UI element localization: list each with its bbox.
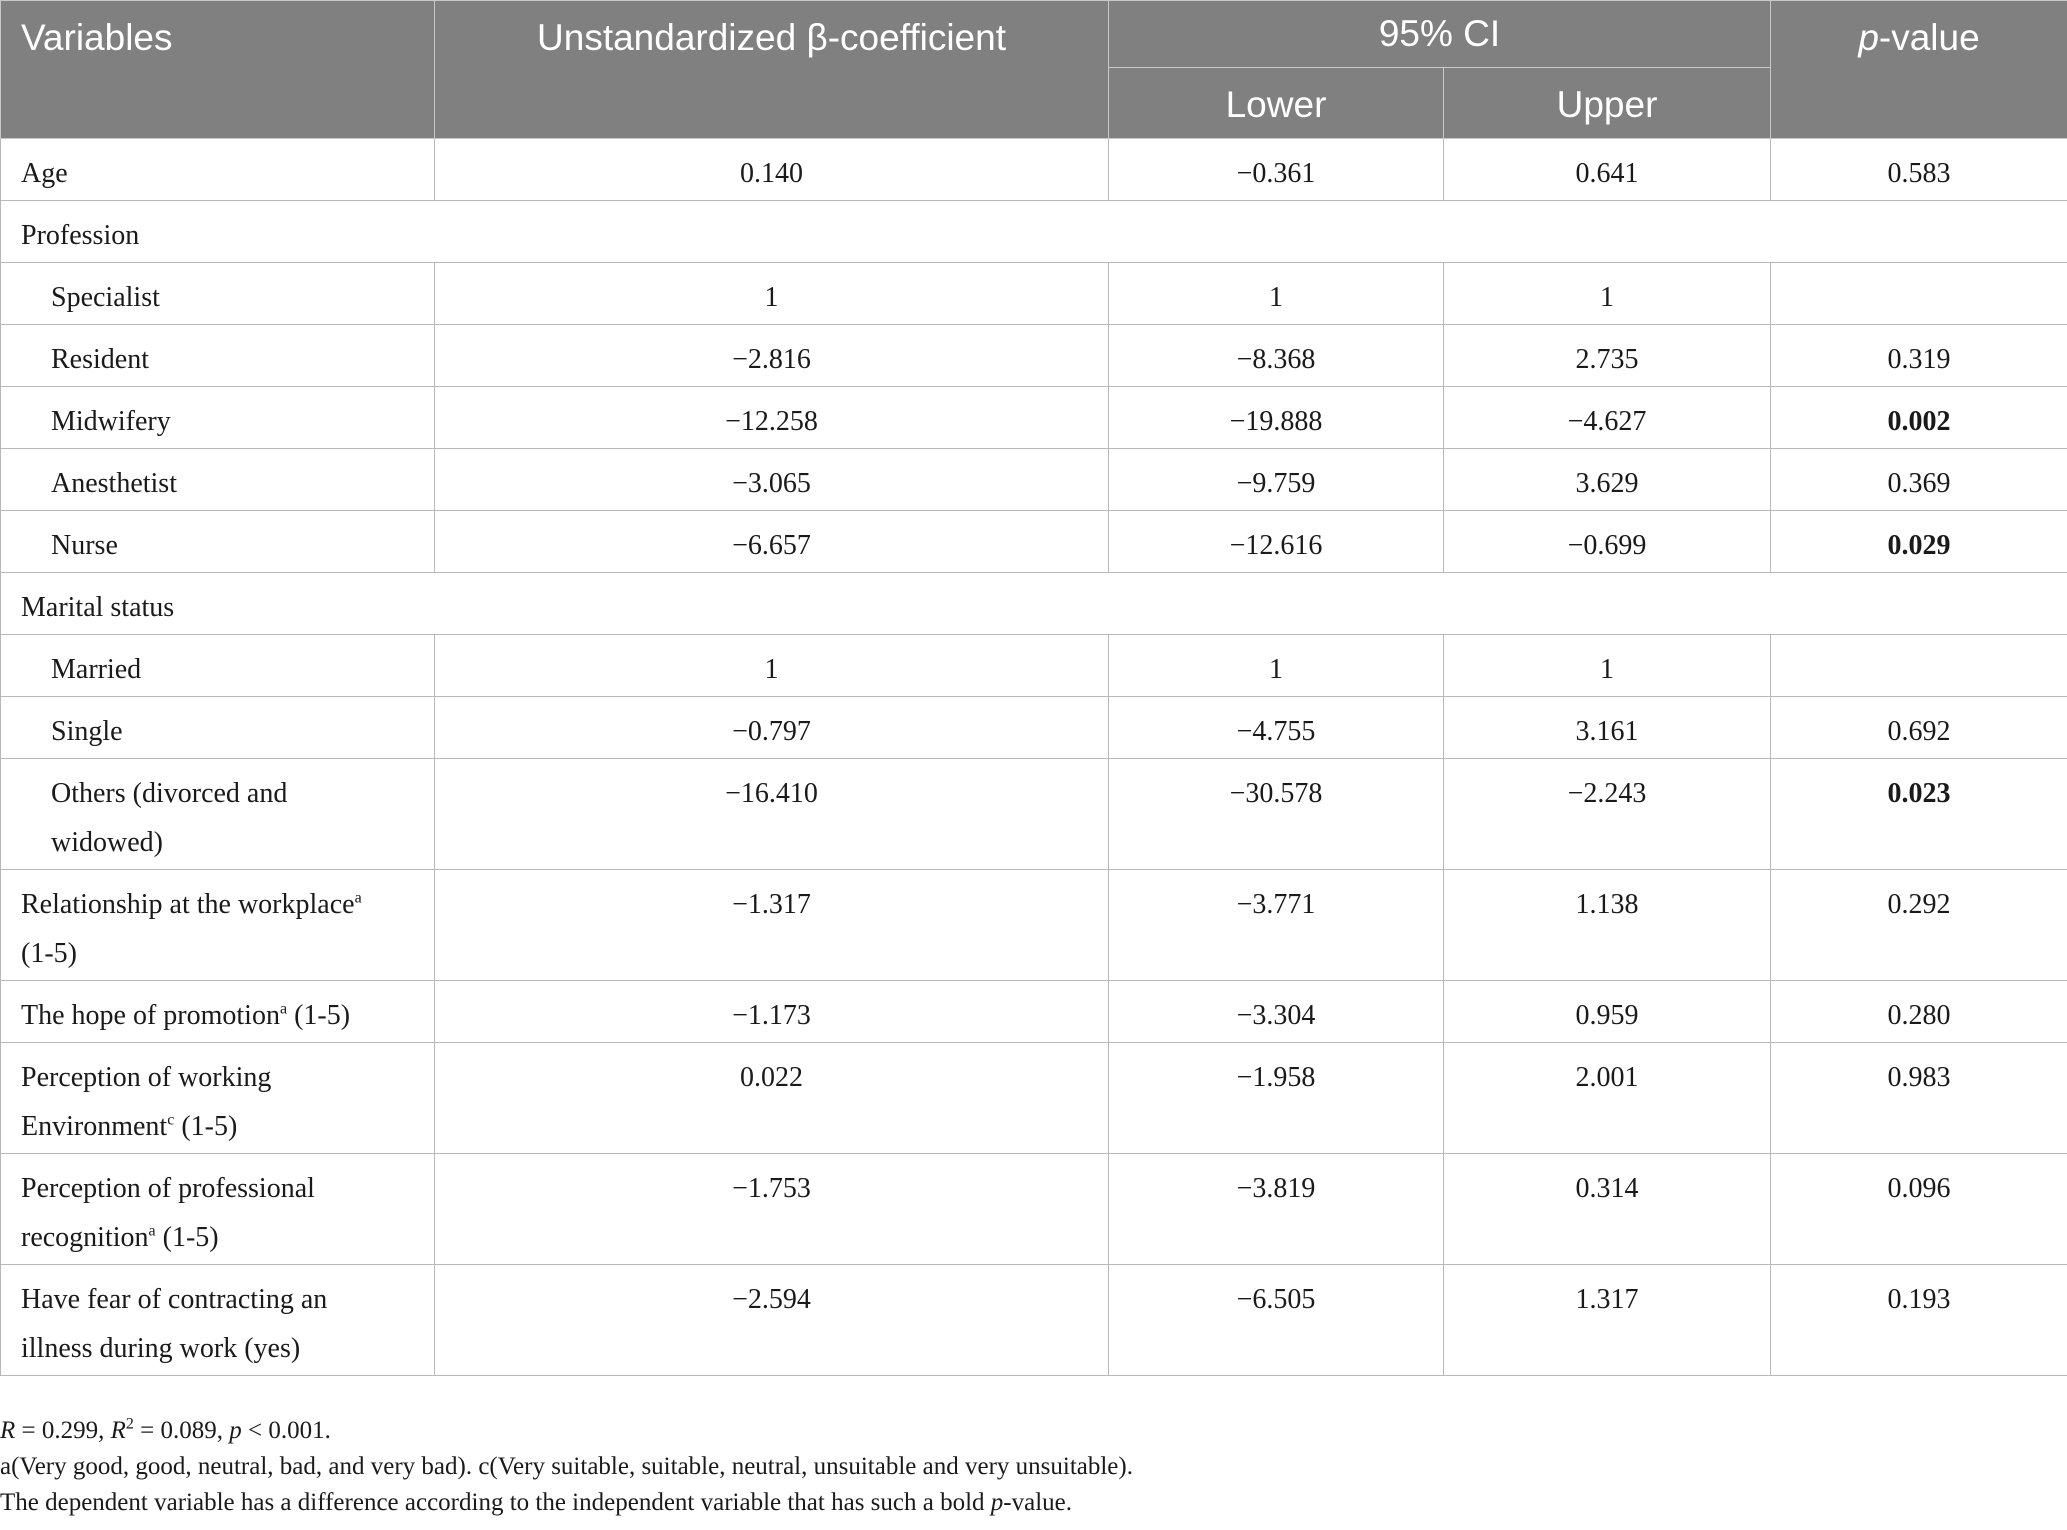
table-row (1, 511, 2067, 573)
cell-beta: −12.258 (435, 387, 1109, 449)
table-footnotes (0, 1413, 1133, 1521)
table-row (1, 981, 2067, 1043)
group-label: Profession (1, 201, 2067, 263)
header-lower: Lower (1109, 68, 1444, 139)
footnote-model-fit: R = 0.299, $R^2 = 0.089$, p < 0.001. (0, 1415, 331, 1444)
row-label: The hope of promotion$^a$ (1-5) (1, 981, 435, 1043)
row-label: Midwifery (1, 387, 435, 449)
cell-beta: −3.065 (435, 449, 1109, 511)
cell-beta: 1 (435, 635, 1109, 697)
row-label: Resident (1, 325, 435, 387)
row-label: Anesthetist (1, 449, 435, 511)
cell-lower: −30.578 (1109, 759, 1444, 870)
cell-beta: −1.173 (435, 981, 1109, 1043)
cell-lower: −9.759 (1109, 449, 1444, 511)
table-body (1, 139, 2067, 1376)
cell-upper: 1 (1444, 635, 1771, 697)
table-row (1, 139, 2067, 201)
footnote-bold: The dependent variable has a difference according to the independent variable that has such a bold p-value. (0, 1489, 1073, 1516)
cell-p: 0.292 (1771, 870, 2067, 981)
row-label: Single (1, 697, 435, 759)
cell-beta: 0.022 (435, 1043, 1109, 1154)
cell-lower: −3.771 (1109, 870, 1444, 981)
cell-lower: −8.368 (1109, 325, 1444, 387)
cell-p: 0.583 (1771, 139, 2067, 201)
row-label: Married (1, 635, 435, 697)
row-label: Perception of working Environment$^c$ (1-5) (1, 1043, 435, 1154)
cell-upper: 1.138 (1444, 870, 1771, 981)
cell-lower: −6.505 (1109, 1265, 1444, 1376)
group-label: Marital status (1, 573, 2067, 635)
cell-lower: −4.755 (1109, 697, 1444, 759)
row-label: Relationship at the workplace$^a$ (1-5) (1, 870, 435, 981)
cell-lower: −3.819 (1109, 1154, 1444, 1265)
row-label: Specialist (1, 263, 435, 325)
row-label: Nurse (1, 511, 435, 573)
cell-beta: −16.410 (435, 759, 1109, 870)
table-row (1, 325, 2067, 387)
cell-p: 0.319 (1771, 325, 2067, 387)
cell-p (1771, 263, 2067, 325)
cell-upper: −4.627 (1444, 387, 1771, 449)
cell-p-significant: 0.002 (1771, 387, 2067, 449)
row-label: Others (divorced and widowed) (1, 759, 435, 870)
cell-p (1771, 635, 2067, 697)
row-label: Have fear of contracting an illness during work (yes) (1, 1265, 435, 1376)
cell-upper: 2.735 (1444, 325, 1771, 387)
cell-beta: −0.797 (435, 697, 1109, 759)
cell-p-significant: 0.029 (1771, 511, 2067, 573)
row-label: Age (1, 139, 435, 201)
cell-lower: 1 (1109, 263, 1444, 325)
cell-p: 0.983 (1771, 1043, 2067, 1154)
table-row (1, 1154, 2067, 1265)
table-row (1, 697, 2067, 759)
header-variables: Variables (1, 1, 435, 139)
cell-upper: −0.699 (1444, 511, 1771, 573)
cell-upper: −2.243 (1444, 759, 1771, 870)
cell-beta: −1.317 (435, 870, 1109, 981)
header-ci: 95% CI (1109, 1, 1771, 68)
cell-beta: 1 (435, 263, 1109, 325)
header-p-value: p-value (1771, 1, 2067, 139)
cell-lower: −19.888 (1109, 387, 1444, 449)
cell-beta: −6.657 (435, 511, 1109, 573)
cell-lower: −1.958 (1109, 1043, 1444, 1154)
table-row (1, 759, 2067, 870)
cell-upper: 0.641 (1444, 139, 1771, 201)
table-row (1, 1265, 2067, 1376)
cell-upper: 0.314 (1444, 1154, 1771, 1265)
cell-p: 0.280 (1771, 981, 2067, 1043)
cell-p: 0.692 (1771, 697, 2067, 759)
row-label: Perception of professional recognition$^a$ (1-5) (1, 1154, 435, 1265)
table-row (1, 1043, 2067, 1154)
header-beta: Unstandardized β-coefficient (435, 1, 1109, 139)
cell-beta: −1.753 (435, 1154, 1109, 1265)
cell-lower: −12.616 (1109, 511, 1444, 573)
cell-lower: 1 (1109, 635, 1444, 697)
footnote-scales: a(Very good, good, neutral, bad, and very bad). c(Very suitable, suitable, neutral, unsuitable and very unsuitable). (0, 1453, 1133, 1480)
cell-lower: −0.361 (1109, 139, 1444, 201)
table-row (1, 449, 2067, 511)
cell-p-significant: 0.023 (1771, 759, 2067, 870)
table-row-group (1, 573, 2067, 635)
cell-beta: −2.816 (435, 325, 1109, 387)
cell-upper: 3.161 (1444, 697, 1771, 759)
cell-upper: 0.959 (1444, 981, 1771, 1043)
cell-p: 0.369 (1771, 449, 2067, 511)
table-header (1, 1, 2067, 139)
table-row (1, 387, 2067, 449)
cell-upper: 3.629 (1444, 449, 1771, 511)
cell-lower: −3.304 (1109, 981, 1444, 1043)
cell-upper: 2.001 (1444, 1043, 1771, 1154)
cell-p: 0.193 (1771, 1265, 2067, 1376)
table-row (1, 635, 2067, 697)
cell-upper: 1.317 (1444, 1265, 1771, 1376)
table-row-group (1, 201, 2067, 263)
cell-p: 0.096 (1771, 1154, 2067, 1265)
table-row (1, 263, 2067, 325)
cell-beta: 0.140 (435, 139, 1109, 201)
header-upper: Upper (1444, 68, 1771, 139)
cell-upper: 1 (1444, 263, 1771, 325)
table-row (1, 870, 2067, 981)
cell-beta: −2.594 (435, 1265, 1109, 1376)
